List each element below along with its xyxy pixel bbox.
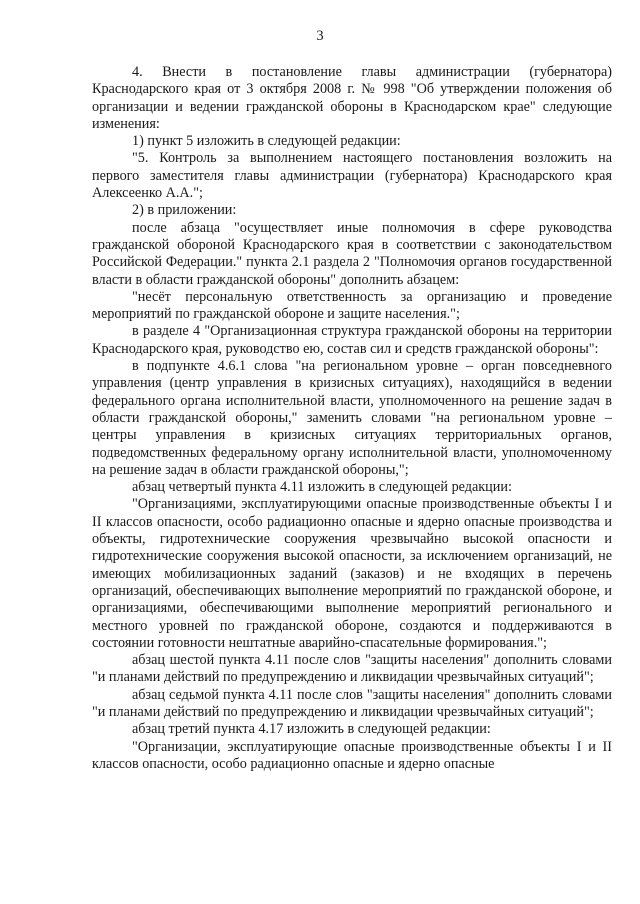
paragraph: абзац третий пункта 4.17 изложить в следующей редакции:: [132, 721, 491, 738]
paragraph: "Организациями, эксплуатирующими опасные производственные объекты I и II классов опасности, особо радиационно опасные и ядерно опасные производства и объекты, гидротехнические сооружения чрезвычайно высокой опасности и гидротехнические сооружения высокой опасности, за исключением организаций, не имеющих мобилизационных заданий (заказов) и не входящих в перечень организаций, обеспечивающих выполнение мероприятий по гражданской обороне, и организациями, обеспечивающими выполнение мероприятий регионального и местного уровней по гражданской обороне, создаются и поддерживаются в состоянии готовности нештатные аварийно-спасательные формирования.";: [92, 496, 612, 651]
paragraph: абзац шестой пункта 4.11 после слов "защиты населения" дополнить словами "и планами действий по предупреждению и ликвидации чрезвычайных ситуаций";: [92, 652, 612, 686]
page-number: 3: [316, 28, 324, 44]
paragraph: 2) в приложении:: [132, 202, 237, 219]
paragraph: после абзаца "осуществляет иные полномочия в сфере руководства гражданской обороной Краснодарского края в соответствии с законодательством Российской Федерации." пункта 2.1 раздела 2 "Полномочия органов государственной власти в области гражданской обороны" дополнить абзацем:: [92, 219, 612, 288]
paragraph: в подпункте 4.6.1 слова "на региональном уровне – орган повседневного управления (центр управления в кризисных ситуациях), находящийся в ведении федерального органа исполнительной власти, уполномоченного на решение задач в области гражданской обороны," заменить словами "на региональном уровне – центры управления в кризисных ситуациях территориальных органов, подведомственных федеральному органу исполнительной власти, уполномоченному на решение задач в области гражданской обороны,";: [92, 358, 612, 478]
paragraph: "Организации, эксплуатирующие опасные производственные объекты I и II классов опасности, особо радиационно опасные и ядерно опасные: [92, 738, 612, 772]
paragraph: абзац четвертый пункта 4.11 изложить в следующей редакции:: [132, 479, 512, 496]
paragraph: в разделе 4 "Организационная структура гражданской обороны на территории Краснодарского края, руководство ею, состав сил и средств гражданской обороны":: [92, 323, 612, 357]
paragraph: "несёт персональную ответственность за организацию и проведение мероприятий по гражданской обороне и защите населения.";: [92, 288, 612, 323]
paragraph: 1) пункт 5 изложить в следующей редакции:: [132, 133, 401, 150]
paragraph: абзац седьмой пункта 4.11 после слов "защиты населения" дополнить словами "и планами действий по предупреждению и ликвидации чрезвычайных ситуаций";: [92, 686, 612, 720]
paragraph: 4. Внести в постановление главы администрации (губернатора) Краснодарского края от 3 октября 2008 г. № 998 "Об утверждении положения об организации и ведении гражданской обороны в Краснодарском крае" следующие изменения:: [92, 64, 612, 132]
paragraph: "5. Контроль за выполнением настоящего постановления возложить на первого заместителя главы администрации (губернатора) Краснодарского края Алексеенко А.А.";: [92, 150, 612, 202]
document-body: [92, 64, 612, 773]
